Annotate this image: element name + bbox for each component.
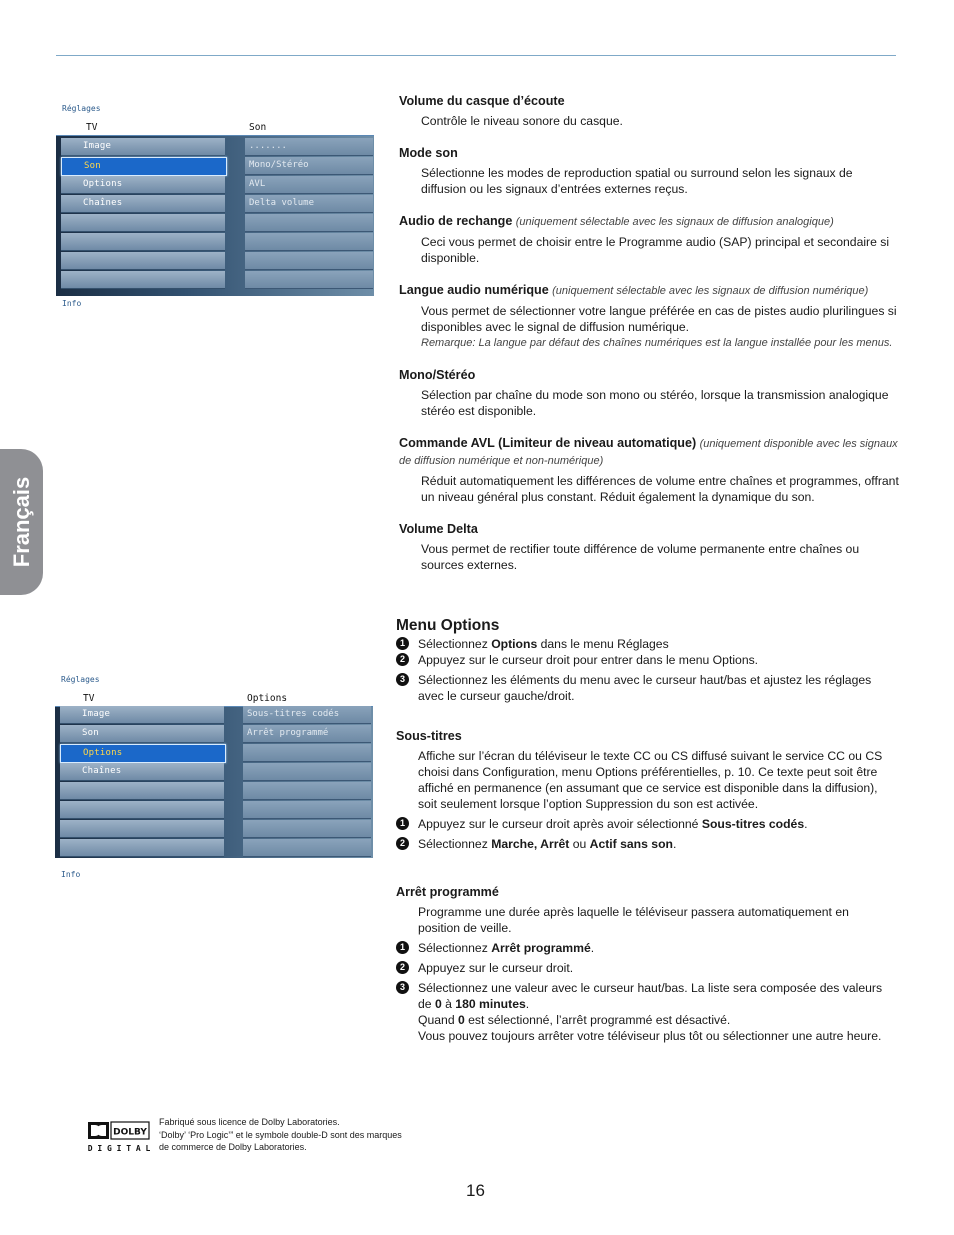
step-text: Sélectionnez — [418, 837, 492, 851]
heading-langue: Langue audio numérique — [399, 283, 549, 297]
language-tab-label: Français — [8, 476, 34, 568]
heading-mode-son: Mode son — [399, 146, 458, 160]
heading-mono: Mono/Stéréo — [399, 368, 476, 382]
menu-item-cha-nes[interactable] — [61, 195, 225, 213]
heading-arret: Arrêt programmé — [396, 885, 499, 899]
step-number-1-icon: 1 — [396, 817, 409, 830]
submenu-item-delta-volume[interactable] — [245, 195, 373, 213]
text-avl: Réduit automatiquement les différences de volume entre chaînes et programmes, offrant un niveau général plus constant. Réduit également la dynamique du son. — [421, 474, 899, 504]
menu-item-label: Options — [83, 179, 123, 189]
step-bold: 0 — [457, 1013, 465, 1027]
submenu-item-label: AVL — [249, 179, 266, 189]
options-step-1 — [396, 636, 892, 652]
submenu-item-empty[interactable] — [243, 839, 371, 857]
menu-title: Réglages — [62, 104, 101, 113]
menu-item-empty[interactable] — [61, 214, 225, 232]
language-tab — [0, 449, 43, 595]
menu-info: Info — [61, 870, 81, 879]
step-bold: Marche, Arrêt — [491, 837, 570, 851]
sound-settings-text — [399, 93, 899, 573]
menu-left-header: TV — [86, 122, 98, 133]
menu-item-label: Chaînes — [82, 766, 122, 776]
menu-item-empty[interactable] — [60, 839, 224, 857]
submenu-item-arr-t-programm-[interactable] — [243, 725, 371, 743]
step-number-1-icon: 1 — [396, 637, 409, 650]
menu-item-image[interactable] — [61, 138, 225, 156]
text-sous-titres: Affiche sur l’écran du téléviseur le texte CC ou CS diffusé suivant le service CC ou CS choisi dans Configuration, menu Options préférentielles, p. 10. Ce texte peut soit être affiché en permanence (en assumant que ce service est disponible dans la diffusion), soit seulement lorsque l’option Suppression du son est activée. — [418, 749, 883, 811]
step-text: est sélectionné, l’arrêt programmé est désactivé. — [464, 1013, 731, 1027]
text-casque: Contrôle le niveau sonore du casque. — [421, 114, 623, 128]
step-bold: 180 minutes — [455, 997, 526, 1011]
submenu-item-empty[interactable] — [245, 252, 373, 270]
note-langue: (uniquement sélectable avec les signaux de diffusion numérique) — [552, 285, 869, 297]
menu-title: Réglages — [61, 675, 100, 684]
menu-item-cha-nes[interactable] — [60, 763, 224, 781]
settings-menu-options — [55, 671, 375, 883]
menu-right-header: Son — [249, 122, 267, 133]
menu-item-empty[interactable] — [60, 782, 224, 800]
remark-langue: Remarque: La langue par défaut des chaînes numériques est la langue installée pour les menus. — [421, 337, 893, 349]
submenu-item-empty[interactable] — [243, 820, 371, 838]
text-delta: Vous permet de rectifier toute différence de volume permanente entre chaînes ou sources externes. — [421, 542, 860, 572]
heading-audio-rechange-line — [399, 213, 899, 230]
menu-item-image[interactable] — [60, 706, 224, 724]
menu-item-label: Options — [83, 748, 123, 758]
menu-item-options[interactable] — [61, 176, 225, 194]
submenu-item-empty[interactable] — [243, 763, 371, 781]
dolby-line-2: ‘Dolby’ ‘Pro Logic’” et le symbole double-D sont des marques de commerce de Dolby Laboratories. — [159, 1129, 402, 1152]
submenu-item-avl[interactable] — [245, 176, 373, 194]
dolby-logo-sub: D I G I T A L — [88, 1144, 150, 1153]
text-langue: Vous permet de sélectionner votre langue préférée en cas de pistes audio plurilingues si disponibles avec le signal de diffusion numérique. — [421, 304, 897, 334]
step-text: Quand — [418, 1013, 458, 1027]
menu-panel — [56, 136, 374, 296]
submenu-item-label: ....... — [249, 141, 287, 151]
submenu-item--[interactable] — [245, 138, 373, 156]
step-number-1-icon: 1 — [396, 941, 409, 954]
note-avl: (uniquement disponible avec les signaux de diffusion numérique et non-numérique) — [399, 438, 898, 467]
step-text: . — [590, 941, 595, 955]
dolby-logo-word: DOLBY — [113, 1127, 147, 1138]
submenu-item-empty[interactable] — [243, 782, 371, 800]
step-number-2-icon: 2 — [396, 837, 409, 850]
menu-item-label: Image — [82, 709, 111, 719]
section-title-menu-options: Menu Options — [396, 617, 500, 634]
text-arret: Programme une durée après laquelle le téléviseur passera automatiquement en position de veille. — [418, 905, 849, 935]
step-text: Appuyez sur le curseur droit après avoir sélectionné — [418, 817, 702, 831]
sous-titres-step-1 — [396, 816, 892, 832]
menu-item-options[interactable] — [60, 744, 226, 763]
arret-step-2 — [396, 960, 892, 976]
menu-item-empty[interactable] — [60, 801, 224, 819]
menu-item-son[interactable] — [61, 157, 227, 176]
menu-item-label: Chaînes — [83, 198, 123, 208]
step-text: dans le menu Réglages — [537, 637, 669, 651]
header-rule — [56, 55, 896, 56]
step-bold: 0 — [434, 997, 442, 1011]
step-text: Sélectionnez — [418, 941, 492, 955]
step-bold: Options — [491, 637, 538, 651]
submenu-item-sous-titres-cod-s[interactable] — [243, 706, 371, 724]
step-text: Sélectionnez — [418, 637, 492, 651]
step-text: Vous pouvez toujours arrêter votre téléviseur plus tôt ou sélectionner une autre heure. — [418, 1029, 882, 1043]
dolby-digital-logo — [88, 1121, 150, 1153]
step-bold: Actif sans son — [589, 837, 673, 851]
submenu-item-mono-st-r-o[interactable] — [245, 157, 373, 175]
step-number-3-icon: 3 — [396, 981, 409, 994]
submenu-item-empty[interactable] — [245, 271, 373, 289]
arret-step-1 — [396, 940, 892, 956]
step-text: Appuyez sur le curseur droit pour entrer dans le menu Options. — [418, 653, 759, 667]
submenu-item-empty[interactable] — [245, 233, 373, 251]
menu-left-header: TV — [83, 693, 95, 704]
step-number-2-icon: 2 — [396, 653, 409, 666]
submenu-item-label: Mono/Stéréo — [249, 160, 309, 170]
menu-item-empty[interactable] — [60, 820, 224, 838]
options-menu-text — [396, 618, 892, 1044]
menu-item-label: Son — [82, 728, 99, 738]
menu-panel — [55, 707, 373, 858]
step-text: Sélectionnez les éléments du menu avec le curseur haut/bas et ajustez les réglages avec le curseur gauche/droit. — [418, 673, 872, 703]
heading-delta: Volume Delta — [399, 522, 478, 536]
note-audio-rechange: (uniquement sélectable avec les signaux de diffusion analogique) — [515, 216, 834, 228]
heading-casque: Volume du casque d’écoute — [399, 94, 565, 108]
step-text: . — [804, 817, 808, 831]
step-number-2-icon: 2 — [396, 961, 409, 974]
dolby-license-text — [159, 1116, 409, 1154]
arret-step-3 — [396, 980, 892, 1044]
options-step-2 — [396, 652, 892, 668]
submenu-item-empty[interactable] — [245, 214, 373, 232]
text-mode-son: Sélectionne les modes de reproduction spatial ou surround selon les signaux de diffusion ou les signaux d’entrées externes reçus. — [421, 166, 853, 196]
menu-item-empty[interactable] — [61, 233, 225, 251]
step-text: à — [441, 997, 456, 1011]
submenu-item-label: Arrêt programmé — [247, 728, 329, 738]
submenu-item-empty[interactable] — [243, 801, 371, 819]
heading-avl-line — [399, 435, 899, 469]
sous-titres-step-2 — [396, 836, 892, 852]
step-number-3-icon: 3 — [396, 673, 409, 686]
heading-sous-titres: Sous-titres — [396, 729, 462, 743]
menu-item-label: Son — [84, 161, 101, 171]
step-text: ou — [569, 837, 590, 851]
menu-item-empty[interactable] — [61, 252, 225, 270]
step-text: . — [672, 837, 677, 851]
settings-menu-son — [56, 100, 376, 312]
menu-right-header: Options — [247, 693, 288, 704]
step-text: . — [525, 997, 530, 1011]
page-number: 16 — [466, 1181, 485, 1200]
step-text: Sélectionnez une valeur avec le curseur haut/bas. La liste sera composée des valeurs de — [418, 981, 883, 1011]
heading-audio-rechange: Audio de rechange — [399, 214, 513, 228]
menu-item-label: Image — [83, 141, 112, 151]
heading-avl: Commande AVL (Limiteur de niveau automatique) — [399, 436, 697, 450]
step-bold: Arrêt programmé — [491, 941, 591, 955]
text-mono: Sélection par chaîne du mode son mono ou stéréo, lorsque la transmission analogique stéréo est disponible. — [421, 388, 889, 418]
heading-langue-line — [399, 282, 899, 299]
step-text: Appuyez sur le curseur droit. — [418, 961, 574, 975]
menu-item-son[interactable] — [60, 725, 224, 743]
menu-item-empty[interactable] — [61, 271, 225, 289]
submenu-item-label: Delta volume — [249, 198, 315, 208]
submenu-item-label: Sous-titres codés — [247, 709, 340, 719]
menu-info: Info — [62, 299, 82, 308]
submenu-item-empty[interactable] — [243, 744, 371, 762]
step-bold: Sous-titres codés — [701, 817, 805, 831]
options-step-3 — [396, 672, 892, 704]
dolby-line-1: Fabriqué sous licence de Dolby Laboratories. — [159, 1117, 340, 1127]
text-audio-rechange: Ceci vous permet de choisir entre le Programme audio (SAP) principal et secondaire si disponible. — [421, 235, 890, 265]
